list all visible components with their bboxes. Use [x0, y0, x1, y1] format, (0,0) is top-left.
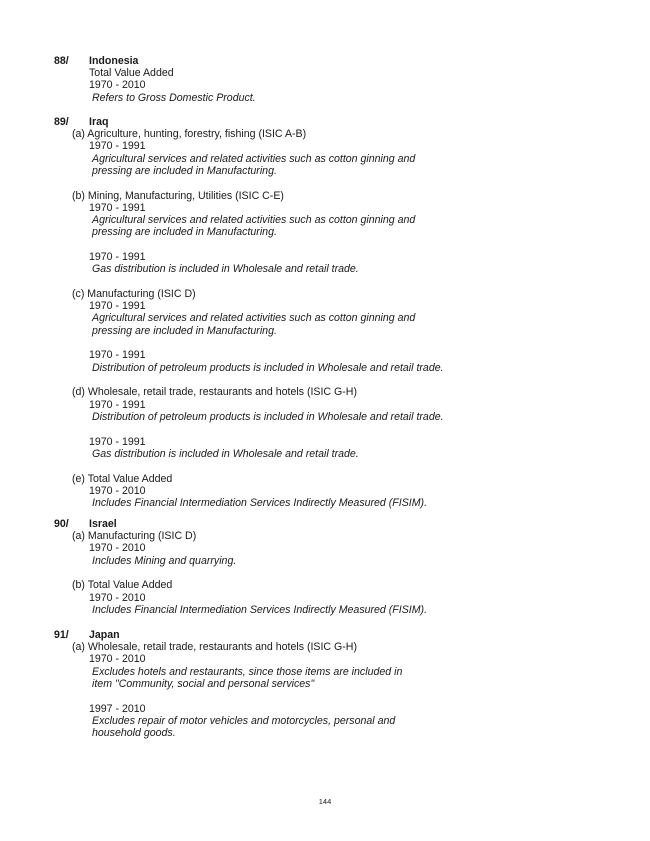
period: 1970 - 1991: [89, 349, 146, 362]
note-text: Agricultural services and related activities such as cotton ginning and: [92, 312, 416, 325]
period: 1970 - 2010: [89, 484, 146, 497]
period: 1970 - 1991: [89, 201, 146, 214]
item-label: (b) Mining, Manufacturing, Utilities (ISIC C-E): [72, 189, 284, 202]
note-text: Distribution of petroleum products is included in Wholesale and retail trade.: [92, 361, 444, 374]
period: 1970 - 1991: [89, 398, 146, 411]
note-text: Includes Mining and quarrying.: [92, 554, 237, 567]
item-label: (a) Manufacturing (ISIC D): [72, 530, 197, 543]
item-label: (d) Wholesale, retail trade, restaurants and hotels (ISIC G-H): [72, 386, 357, 399]
note-text: Distribution of petroleum products is included in Wholesale and retail trade.: [92, 410, 444, 423]
item-label: (c) Manufacturing (ISIC D): [72, 288, 196, 300]
footnote-number: 91/: [54, 629, 69, 641]
period: 1970 - 2010: [89, 542, 146, 555]
note-text: Excludes repair of motor vehicles and motorcycles, personal and: [92, 714, 396, 727]
note-text: Agricultural services and related activities such as cotton ginning and: [92, 214, 416, 226]
note-text: Includes Financial Intermediation Services Indirectly Measured (FISIM).: [92, 603, 428, 616]
note-text: pressing are included in Manufacturing.: [92, 324, 277, 337]
note-text: household goods.: [92, 727, 176, 739]
item-label: (e) Total Value Added: [72, 472, 173, 485]
period: 1970 - 2010: [89, 591, 146, 604]
note-text: item "Community, social and personal services": [92, 677, 315, 690]
item-label: (b) Total Value Added: [72, 579, 173, 592]
footnote-number: 89/: [54, 116, 69, 128]
note-text: Gas distribution is included in Wholesale and retail trade.: [92, 447, 359, 460]
note-text: pressing are included in Manufacturing.: [92, 226, 277, 239]
period: 1970 - 1991: [89, 140, 146, 153]
country-heading: Japan: [89, 629, 120, 641]
footnote-number: 88/: [54, 55, 69, 67]
period: 1970 - 2010: [89, 79, 146, 92]
country-heading: Indonesia: [89, 55, 139, 67]
note-text: Gas distribution is included in Wholesale and retail trade.: [92, 263, 359, 276]
period: 1970 - 1991: [89, 435, 146, 448]
note-text: Includes Financial Intermediation Services Indirectly Measured (FISIM).: [92, 497, 428, 509]
period: 1997 - 2010: [89, 702, 146, 715]
country-heading: Israel: [89, 518, 117, 530]
footnote-number: 90/: [54, 518, 69, 530]
country-heading: Iraq: [89, 116, 109, 128]
note-text: Excludes hotels and restaurants, since those items are included in: [92, 665, 403, 678]
note-text: Refers to Gross Domestic Product.: [92, 91, 256, 104]
item-label: (a) Agriculture, hunting, forestry, fishing (ISIC A-B): [72, 128, 307, 141]
item-label: (a) Wholesale, retail trade, restaurants and hotels (ISIC G-H): [72, 641, 357, 654]
page-number: 144: [318, 797, 332, 806]
period: 1970 - 1991: [89, 300, 146, 313]
note-text: pressing are included in Manufacturing.: [92, 164, 277, 177]
period: 1970 - 1991: [89, 251, 146, 263]
item-label: Total Value Added: [89, 67, 174, 80]
note-text: Agricultural services and related activities such as cotton ginning and: [92, 152, 416, 165]
period: 1970 - 2010: [89, 653, 146, 666]
